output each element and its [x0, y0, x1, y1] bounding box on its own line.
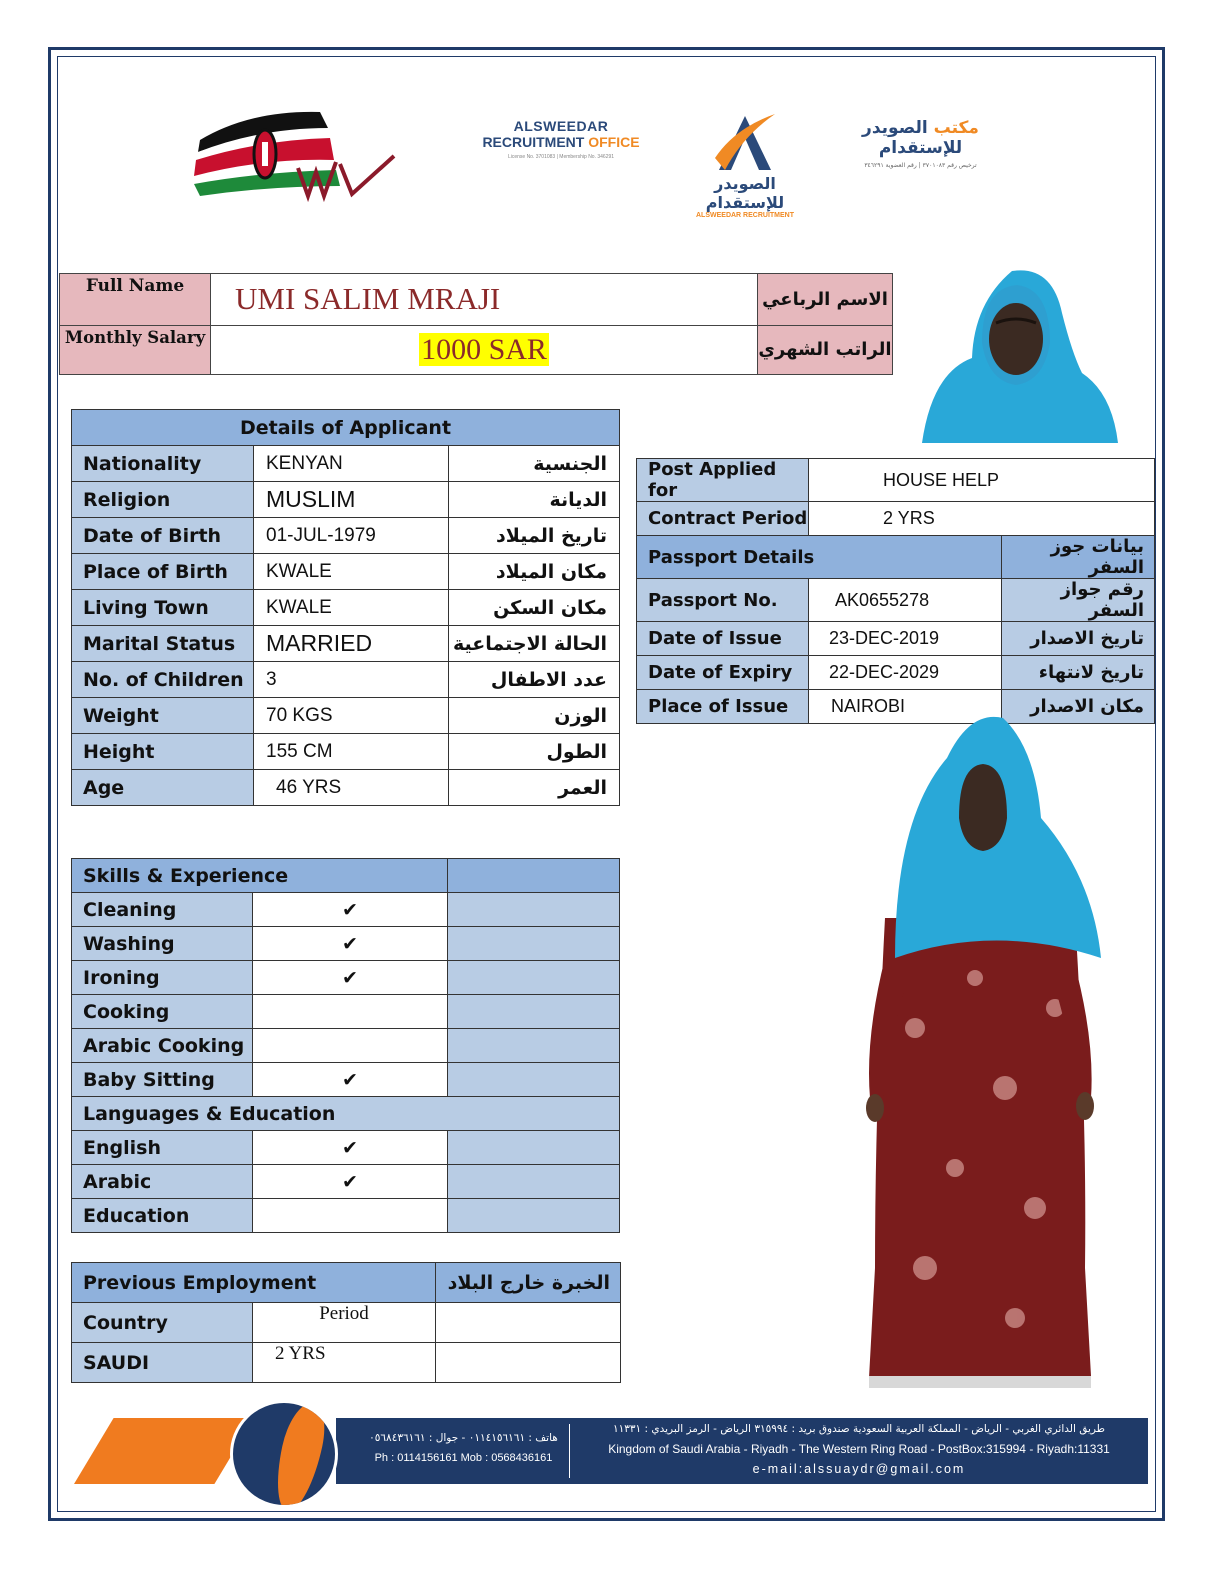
skill-washing-check: ✔: [253, 927, 448, 961]
passport-details-title: Passport Details: [637, 536, 1002, 579]
religion-label: Religion: [72, 482, 254, 518]
salary-label: Monthly Salary: [60, 325, 211, 374]
skill-extra-cell: [448, 961, 620, 995]
contract-period-label: Contract Period: [637, 502, 809, 536]
lang-extra-cell: [448, 1165, 620, 1199]
table-row: [72, 1097, 620, 1131]
lang-english-check: ✔: [253, 1131, 448, 1165]
passport-details-title-ar: بيانات جوز السفر: [1002, 536, 1155, 579]
living-town-value: KWALE: [254, 590, 449, 626]
footer-orange-shape: [74, 1418, 254, 1484]
table-row: [72, 590, 620, 626]
place-of-issue-value: NAIROBI: [809, 690, 1002, 724]
table-row: [72, 961, 620, 995]
height-label: Height: [72, 734, 254, 770]
place-of-birth-label-ar: مكان الميلاد: [449, 554, 620, 590]
skill-arabic-cooking-label: Arabic Cooking: [72, 1029, 253, 1063]
lang-arabic-label: Arabic: [72, 1165, 253, 1199]
dob-label-ar: تاريخ الميلاد: [449, 518, 620, 554]
footer-separator: [569, 1424, 570, 1478]
age-label: Age: [72, 770, 254, 806]
lang-extra-cell: [448, 1131, 620, 1165]
post-passport-table: [636, 458, 1155, 724]
children-value: 3: [254, 662, 449, 698]
table-row: [72, 662, 620, 698]
marital-status-value: MARRIED: [254, 626, 449, 662]
dob-value: 01-JUL-1979: [254, 518, 449, 554]
a-mark-icon: [705, 110, 785, 174]
table-row: [72, 1165, 620, 1199]
lang-extra-cell: [448, 1199, 620, 1233]
table-row: [637, 502, 1155, 536]
table-row: [72, 893, 620, 927]
date-of-expiry-value: 22-DEC-2029: [809, 656, 1002, 690]
table-row: [637, 536, 1155, 579]
skills-table: [71, 858, 620, 1233]
table-row: [72, 554, 620, 590]
previous-employment-title-ar: الخبرة خارج البلاد: [436, 1263, 621, 1303]
contract-period-value: 2 YRS: [809, 502, 1155, 536]
skill-baby-sitting-label: Baby Sitting: [72, 1063, 253, 1097]
table-row: [72, 859, 620, 893]
alsweedar-office-logo: [476, 118, 646, 178]
name-salary-table: [59, 273, 893, 375]
arabic-office-logo: [828, 118, 1013, 173]
table-row: [72, 1131, 620, 1165]
skill-extra-cell: [448, 1063, 620, 1097]
lang-arabic-check: ✔: [253, 1165, 448, 1199]
full-name-label: Full Name: [60, 274, 211, 326]
details-title: Details of Applicant: [72, 410, 620, 446]
arabic-office-sub: ترخيص رقم ٣٧٠١٠٨٣ | رقم العضوية ٣٤٦٢٩١: [864, 162, 977, 169]
nationality-value: KENYAN: [254, 446, 449, 482]
skill-cleaning-check: ✔: [253, 893, 448, 927]
table-row: [72, 1303, 621, 1343]
table-row: [72, 1063, 620, 1097]
nationality-label-ar: الجنسية: [449, 446, 620, 482]
salary-label-ar: الراتب الشهري: [758, 325, 893, 374]
religion-value: MUSLIM: [254, 482, 449, 518]
details-table: [71, 409, 620, 806]
salary-value: 1000 SAR: [421, 332, 547, 366]
skill-cooking-label: Cooking: [72, 995, 253, 1029]
marital-status-label: Marital Status: [72, 626, 254, 662]
table-row: [72, 927, 620, 961]
place-of-birth-label: Place of Birth: [72, 554, 254, 590]
footer-address-en: Kingdom of Saudi Arabia - Riyadh - The Western Ring Road - PostBox:315994 - Riyadh:11331: [608, 1442, 1110, 1456]
skill-extra-cell: [448, 1029, 620, 1063]
full-name-value: UMI SALIM MRAJI: [211, 274, 758, 326]
education-check: [253, 1199, 448, 1233]
salary-cell: [211, 325, 758, 374]
previous-country-value: SAUDI: [72, 1343, 253, 1383]
table-row: [72, 1263, 621, 1303]
age-value: 46 YRS: [254, 770, 449, 806]
logo-line-1: ALSWEEDAR: [513, 118, 609, 134]
date-of-expiry-label: Date of Expiry: [637, 656, 809, 690]
country-column-header: Country: [72, 1303, 253, 1343]
skill-cooking-check: [253, 995, 448, 1029]
weight-label-ar: الوزن: [449, 698, 620, 734]
place-of-issue-label-ar: مكان الاصدار: [1002, 690, 1155, 724]
full-name-label-ar: الاسم الرباعي: [758, 274, 893, 326]
lang-english-label: English: [72, 1131, 253, 1165]
kenya-flag-logo: [190, 100, 405, 210]
footer-email: e-mail:alssuaydr@gmail.com: [752, 1462, 966, 1476]
alsweedar-a-logo: [680, 110, 810, 219]
table-row: [72, 446, 620, 482]
post-applied-value: HOUSE HELP: [809, 459, 1155, 502]
living-town-label: Living Town: [72, 590, 254, 626]
passport-no-label-ar: رقم جواز السفر: [1002, 579, 1155, 622]
previous-employment-title: Previous Employment: [72, 1263, 436, 1303]
table-row: [72, 698, 620, 734]
religion-label-ar: الديانة: [449, 482, 620, 518]
date-of-expiry-label-ar: تاريخ لانتهاء: [1002, 656, 1155, 690]
a-logo-english: ALSWEEDAR RECRUITMENT: [696, 212, 794, 219]
place-of-issue-label: Place of Issue: [637, 690, 809, 724]
skills-title: Skills & Experience: [72, 859, 448, 893]
post-applied-label: Post Applied for: [637, 459, 809, 502]
skill-ironing-check: ✔: [253, 961, 448, 995]
languages-title: Languages & Education: [72, 1097, 620, 1131]
period-column-header: Period: [253, 1303, 436, 1343]
applicant-headshot-photo: [912, 263, 1120, 443]
table-row: [637, 579, 1155, 622]
table-row: [637, 459, 1155, 502]
passport-no-value: AK0655278: [809, 579, 1002, 622]
arabic-office-title: مكتب الصويدر للإستقدام: [862, 118, 979, 158]
previous-extra-cell: [436, 1343, 621, 1383]
skill-extra-cell: [448, 995, 620, 1029]
skill-cleaning-label: Cleaning: [72, 893, 253, 927]
weight-value: 70 KGS: [254, 698, 449, 734]
applicant-full-photo: [855, 708, 1105, 1398]
height-label-ar: الطول: [449, 734, 620, 770]
footer-phone-ar: هاتف : ٠١١٤١٥٦١٦١ - جوال : ٠٥٦٨٤٣٦١٦١: [369, 1432, 558, 1444]
dob-label: Date of Birth: [72, 518, 254, 554]
skill-ironing-label: Ironing: [72, 961, 253, 995]
logo-line-3: License No. 3701083 | Membership No. 346291: [507, 154, 615, 160]
education-label: Education: [72, 1199, 253, 1233]
passport-no-label: Passport No.: [637, 579, 809, 622]
marital-status-label-ar: الحالة الاجتماعية: [449, 626, 620, 662]
table-row: [72, 518, 620, 554]
living-town-label-ar: مكان السكن: [449, 590, 620, 626]
table-row: [72, 482, 620, 518]
previous-extra-cell: [436, 1303, 621, 1343]
weight-label: Weight: [72, 698, 254, 734]
table-row: [72, 626, 620, 662]
table-row: [72, 1343, 621, 1383]
skills-title-blank: [448, 859, 620, 893]
table-row: [637, 656, 1155, 690]
previous-period-value: 2 YRS: [253, 1343, 436, 1383]
skill-arabic-cooking-check: [253, 1029, 448, 1063]
table-row: [72, 1029, 620, 1063]
date-of-issue-value: 23-DEC-2019: [809, 622, 1002, 656]
table-row: [72, 734, 620, 770]
a-logo-arabic: الصويدر للإستقدام: [705, 174, 785, 212]
skill-extra-cell: [448, 927, 620, 961]
children-label-ar: عدد الاطفال: [449, 662, 620, 698]
previous-employment-table: [71, 1262, 621, 1383]
footer-banner: [74, 1400, 1150, 1508]
logo-line-2: RECRUITMENT OFFICE: [482, 134, 640, 150]
skill-baby-sitting-check: ✔: [253, 1063, 448, 1097]
skill-extra-cell: [448, 893, 620, 927]
children-label: No. of Children: [72, 662, 254, 698]
age-label-ar: العمر: [449, 770, 620, 806]
date-of-issue-label-ar: تاريخ الاصدار: [1002, 622, 1155, 656]
table-row: [72, 770, 620, 806]
skill-washing-label: Washing: [72, 927, 253, 961]
table-row: [72, 995, 620, 1029]
footer-phone-en: Ph : 0114156161 Mob : 0568436161: [374, 1452, 553, 1464]
footer-address-ar: طريق الدائري الغربي - الرياض - المملكة العربية السعودية صندوق بريد : ٣١٥٩٩٤ الرياض - الرمز البريدي : ١١٣٣١: [612, 1423, 1106, 1435]
table-row: [637, 622, 1155, 656]
height-value: 155 CM: [254, 734, 449, 770]
footer-logo-circle: [230, 1400, 338, 1508]
nationality-label: Nationality: [72, 446, 254, 482]
date-of-issue-label: Date of Issue: [637, 622, 809, 656]
place-of-birth-value: KWALE: [254, 554, 449, 590]
table-row: [72, 1199, 620, 1233]
